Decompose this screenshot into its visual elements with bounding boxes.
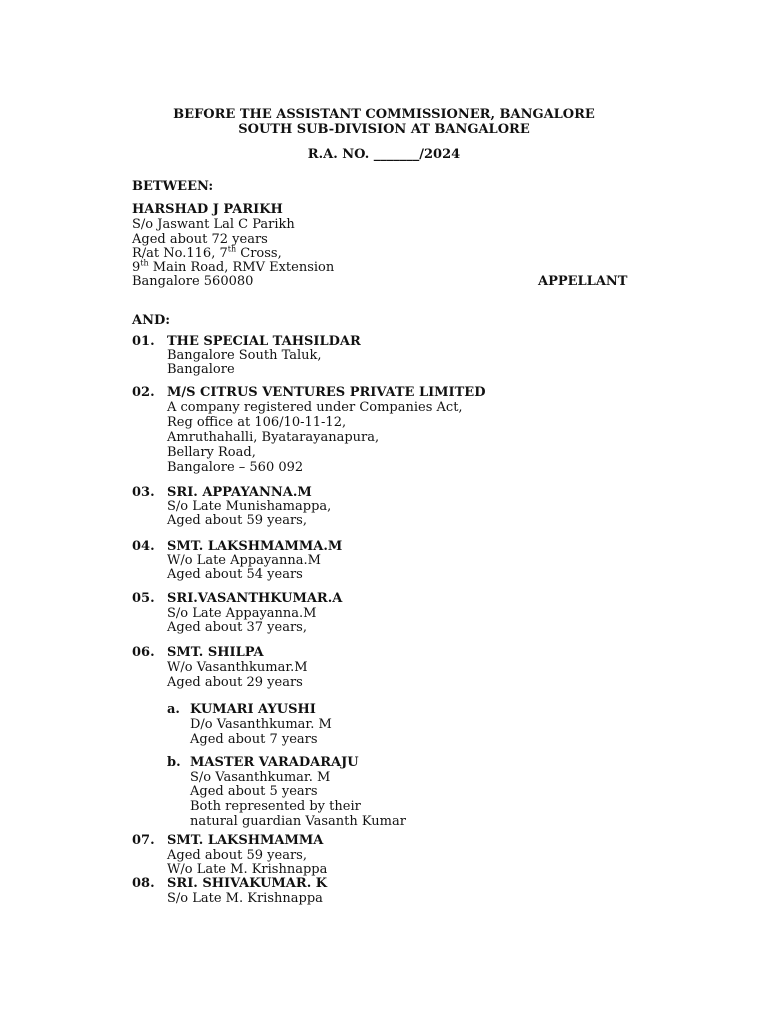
respondent-name: SMT. LAKSHMAMMA <box>167 833 324 848</box>
appellant-name: HARSHAD J PARIKH <box>132 202 283 217</box>
respondent-name: M/S CITRUS VENTURES PRIVATE LIMITED <box>167 385 486 400</box>
respondent-name: SRI. SHIVAKUMAR. K <box>167 876 328 891</box>
respondent-number: 03. <box>132 485 155 500</box>
respondent-detail: Bangalore South Taluk, <box>167 348 322 363</box>
respondent-detail: Bangalore – 560 092 <box>167 460 304 475</box>
respondent-detail: A company registered under Companies Act, <box>167 400 463 415</box>
minor-detail: Both represented by their <box>190 799 361 814</box>
respondent-name: THE SPECIAL TAHSILDAR <box>167 334 361 349</box>
respondent-number: 07. <box>132 833 155 848</box>
respondent-detail: Bellary Road, <box>167 445 256 460</box>
ra-number: R.A. NO. _______/2024 <box>307 147 461 162</box>
court-title-line2: SOUTH SUB-DIVISION AT BANGALORE <box>238 122 530 137</box>
appellant-role: APPELLANT <box>538 274 628 289</box>
respondent-detail: Aged about 59 years, <box>167 513 307 528</box>
minor-detail: S/o Vasanthkumar. M <box>190 770 331 785</box>
respondent-detail: Reg office at 106/10-11-12, <box>167 415 347 430</box>
appellant-address-line1: R/at No.116, 7th Cross, <box>132 244 282 261</box>
minor-name: MASTER VARADARAJU <box>190 755 359 770</box>
respondent-name: SMT. LAKSHMAMMA.M <box>167 539 343 554</box>
respondent-detail: S/o Late Munishamappa, <box>167 499 332 514</box>
respondent-detail: W/o Late Appayanna.M <box>167 553 321 568</box>
minor-letter: a. <box>167 702 180 717</box>
appellant-city: Bangalore 560080 <box>132 274 254 289</box>
minor-name: KUMARI AYUSHI <box>190 702 316 717</box>
respondent-detail: Aged about 54 years <box>167 567 303 582</box>
minor-detail: D/o Vasanthkumar. M <box>190 717 332 732</box>
minor-detail: natural guardian Vasanth Kumar <box>190 814 406 829</box>
minor-detail: Aged about 7 years <box>190 732 318 747</box>
and-label: AND: <box>132 313 171 328</box>
respondent-detail: W/o Vasanthkumar.M <box>167 660 308 675</box>
respondent-number: 06. <box>132 645 155 660</box>
respondent-detail: Aged about 29 years <box>167 675 303 690</box>
respondent-number: 08. <box>132 876 155 891</box>
appellant-address-line2: 9th Main Road, RMV Extension <box>132 258 335 275</box>
respondent-number: 05. <box>132 591 155 606</box>
respondent-number: 04. <box>132 539 155 554</box>
respondent-number: 02. <box>132 385 155 400</box>
respondent-detail: W/o Late M. Krishnappa <box>167 862 328 877</box>
appellant-relation: S/o Jaswant Lal C Parikh <box>132 217 295 232</box>
respondent-detail: Aged about 37 years, <box>167 620 307 635</box>
court-title-line1: BEFORE THE ASSISTANT COMMISSIONER, BANGALORE <box>173 107 595 122</box>
respondent-detail: Bangalore <box>167 362 235 377</box>
respondent-detail: S/o Late M. Krishnappa <box>167 891 323 906</box>
between-label: BETWEEN: <box>132 179 214 194</box>
respondent-detail: S/o Late Appayanna.M <box>167 606 317 621</box>
appellant-age: Aged about 72 years <box>132 232 268 247</box>
respondent-detail: Amruthahalli, Byatarayanapura, <box>167 430 380 445</box>
respondent-name: SMT. SHILPA <box>167 645 264 660</box>
respondent-detail: Aged about 59 years, <box>167 848 307 863</box>
minor-letter: b. <box>167 755 181 770</box>
respondent-name: SRI. APPAYANNA.M <box>167 485 312 500</box>
minor-detail: Aged about 5 years <box>190 784 318 799</box>
respondent-name: SRI.VASANTHKUMAR.A <box>167 591 343 606</box>
respondent-number: 01. <box>132 334 155 349</box>
